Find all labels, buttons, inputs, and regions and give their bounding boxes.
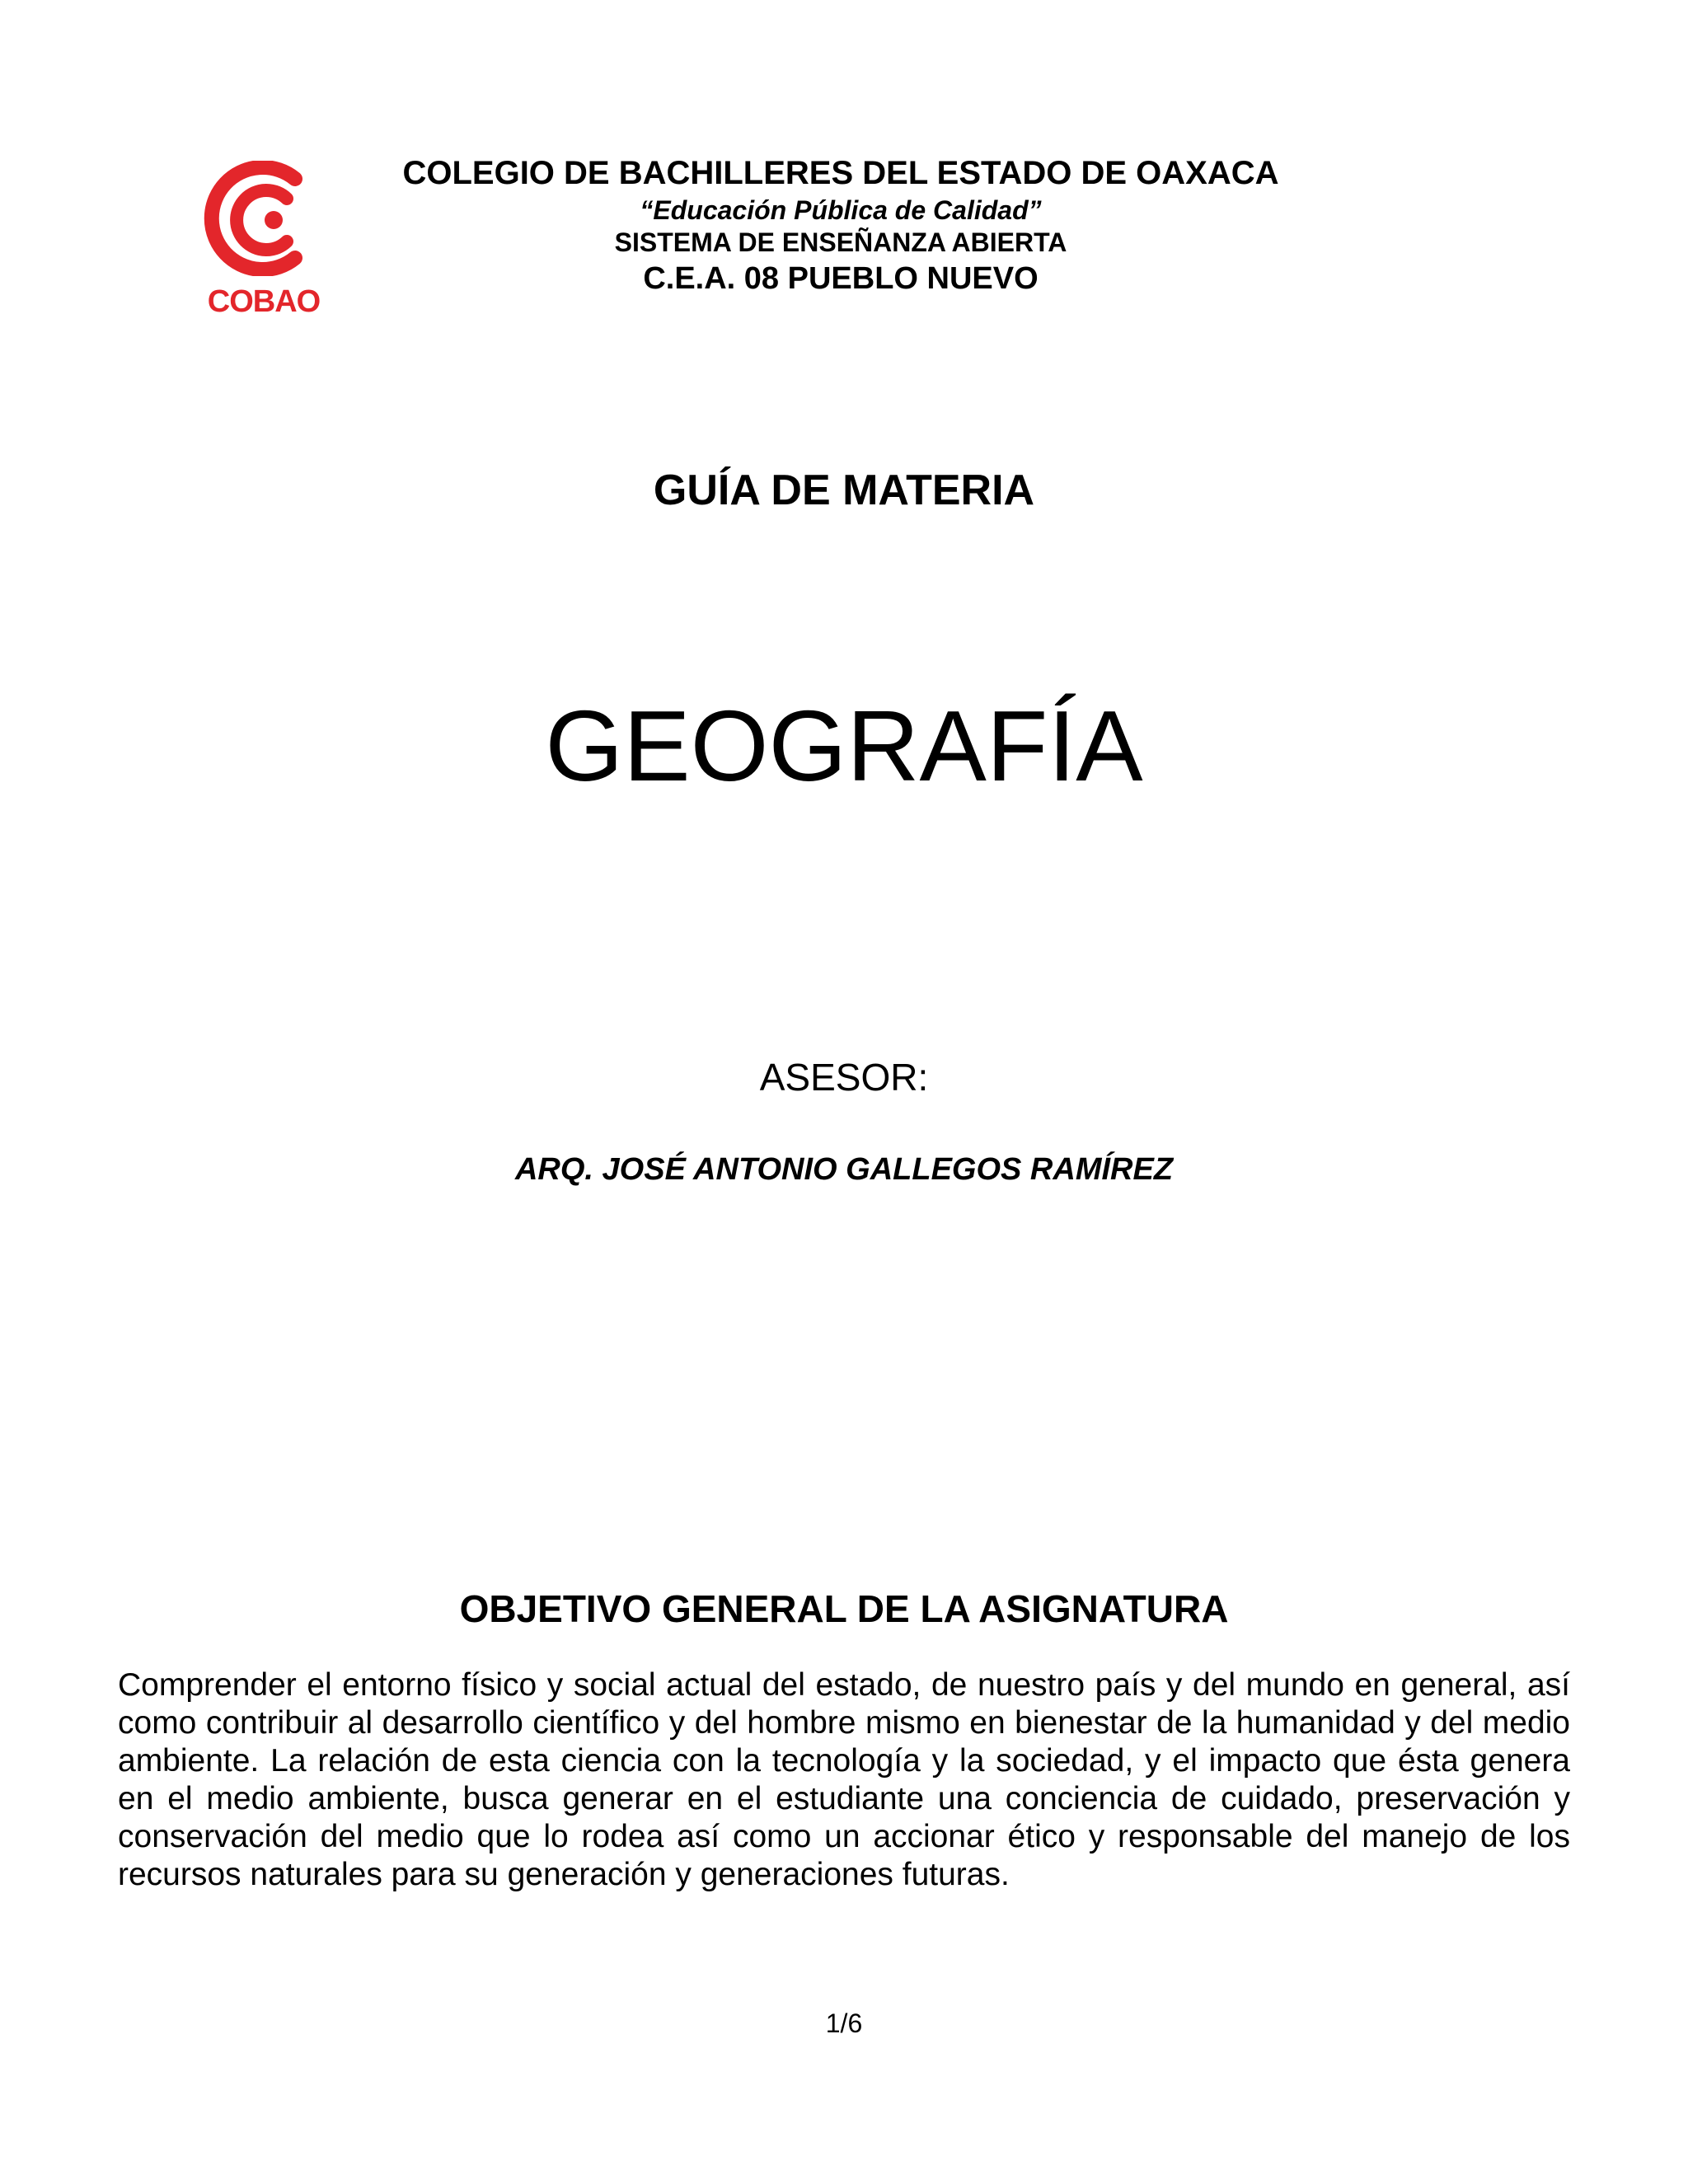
- advisor-label: ASESOR:: [759, 1056, 929, 1099]
- logo-text: COBAO: [207, 284, 321, 319]
- center-name: C.E.A. 08 PUEBLO NUEVO: [643, 261, 1039, 296]
- cobao-logo: [198, 161, 330, 326]
- college-motto: “Educación Pública de Calidad”: [640, 195, 1042, 225]
- subject-title: GEOGRAFÍA: [545, 690, 1143, 802]
- education-system: SISTEMA DE ENSEÑANZA ABIERTA: [614, 227, 1067, 257]
- college-name: COLEGIO DE BACHILLERES DEL ESTADO DE OAXACA: [402, 155, 1279, 191]
- guide-title: GUÍA DE MATERIA: [653, 466, 1035, 514]
- document-header: [346, 152, 1335, 299]
- cobao-logo-icon: [198, 161, 330, 276]
- objective-paragraph: Comprender el entorno físico y social actual del estado, de nuestro país y del mundo en general, así como contribuir al desarrollo científico y del hombre mismo en bienestar de la humanidad y del medio ambiente. La relación de esta ciencia con la tecnología y la sociedad, y el impacto que ésta genera en el medio ambiente, busca generar en el estudiante una conciencia de cuidado, preservación y conservación del medio que lo rodea así como un accionar ético y responsable del manejo de los recursos naturales para su generación y generaciones futuras.: [118, 1667, 1570, 1892]
- advisor-name: ARQ. JOSÉ ANTONIO GALLEGOS RAMÍREZ: [514, 1152, 1174, 1187]
- page-number: 1/6: [825, 2008, 863, 2038]
- objective-heading: OBJETIVO GENERAL DE LA ASIGNATURA: [459, 1587, 1229, 1630]
